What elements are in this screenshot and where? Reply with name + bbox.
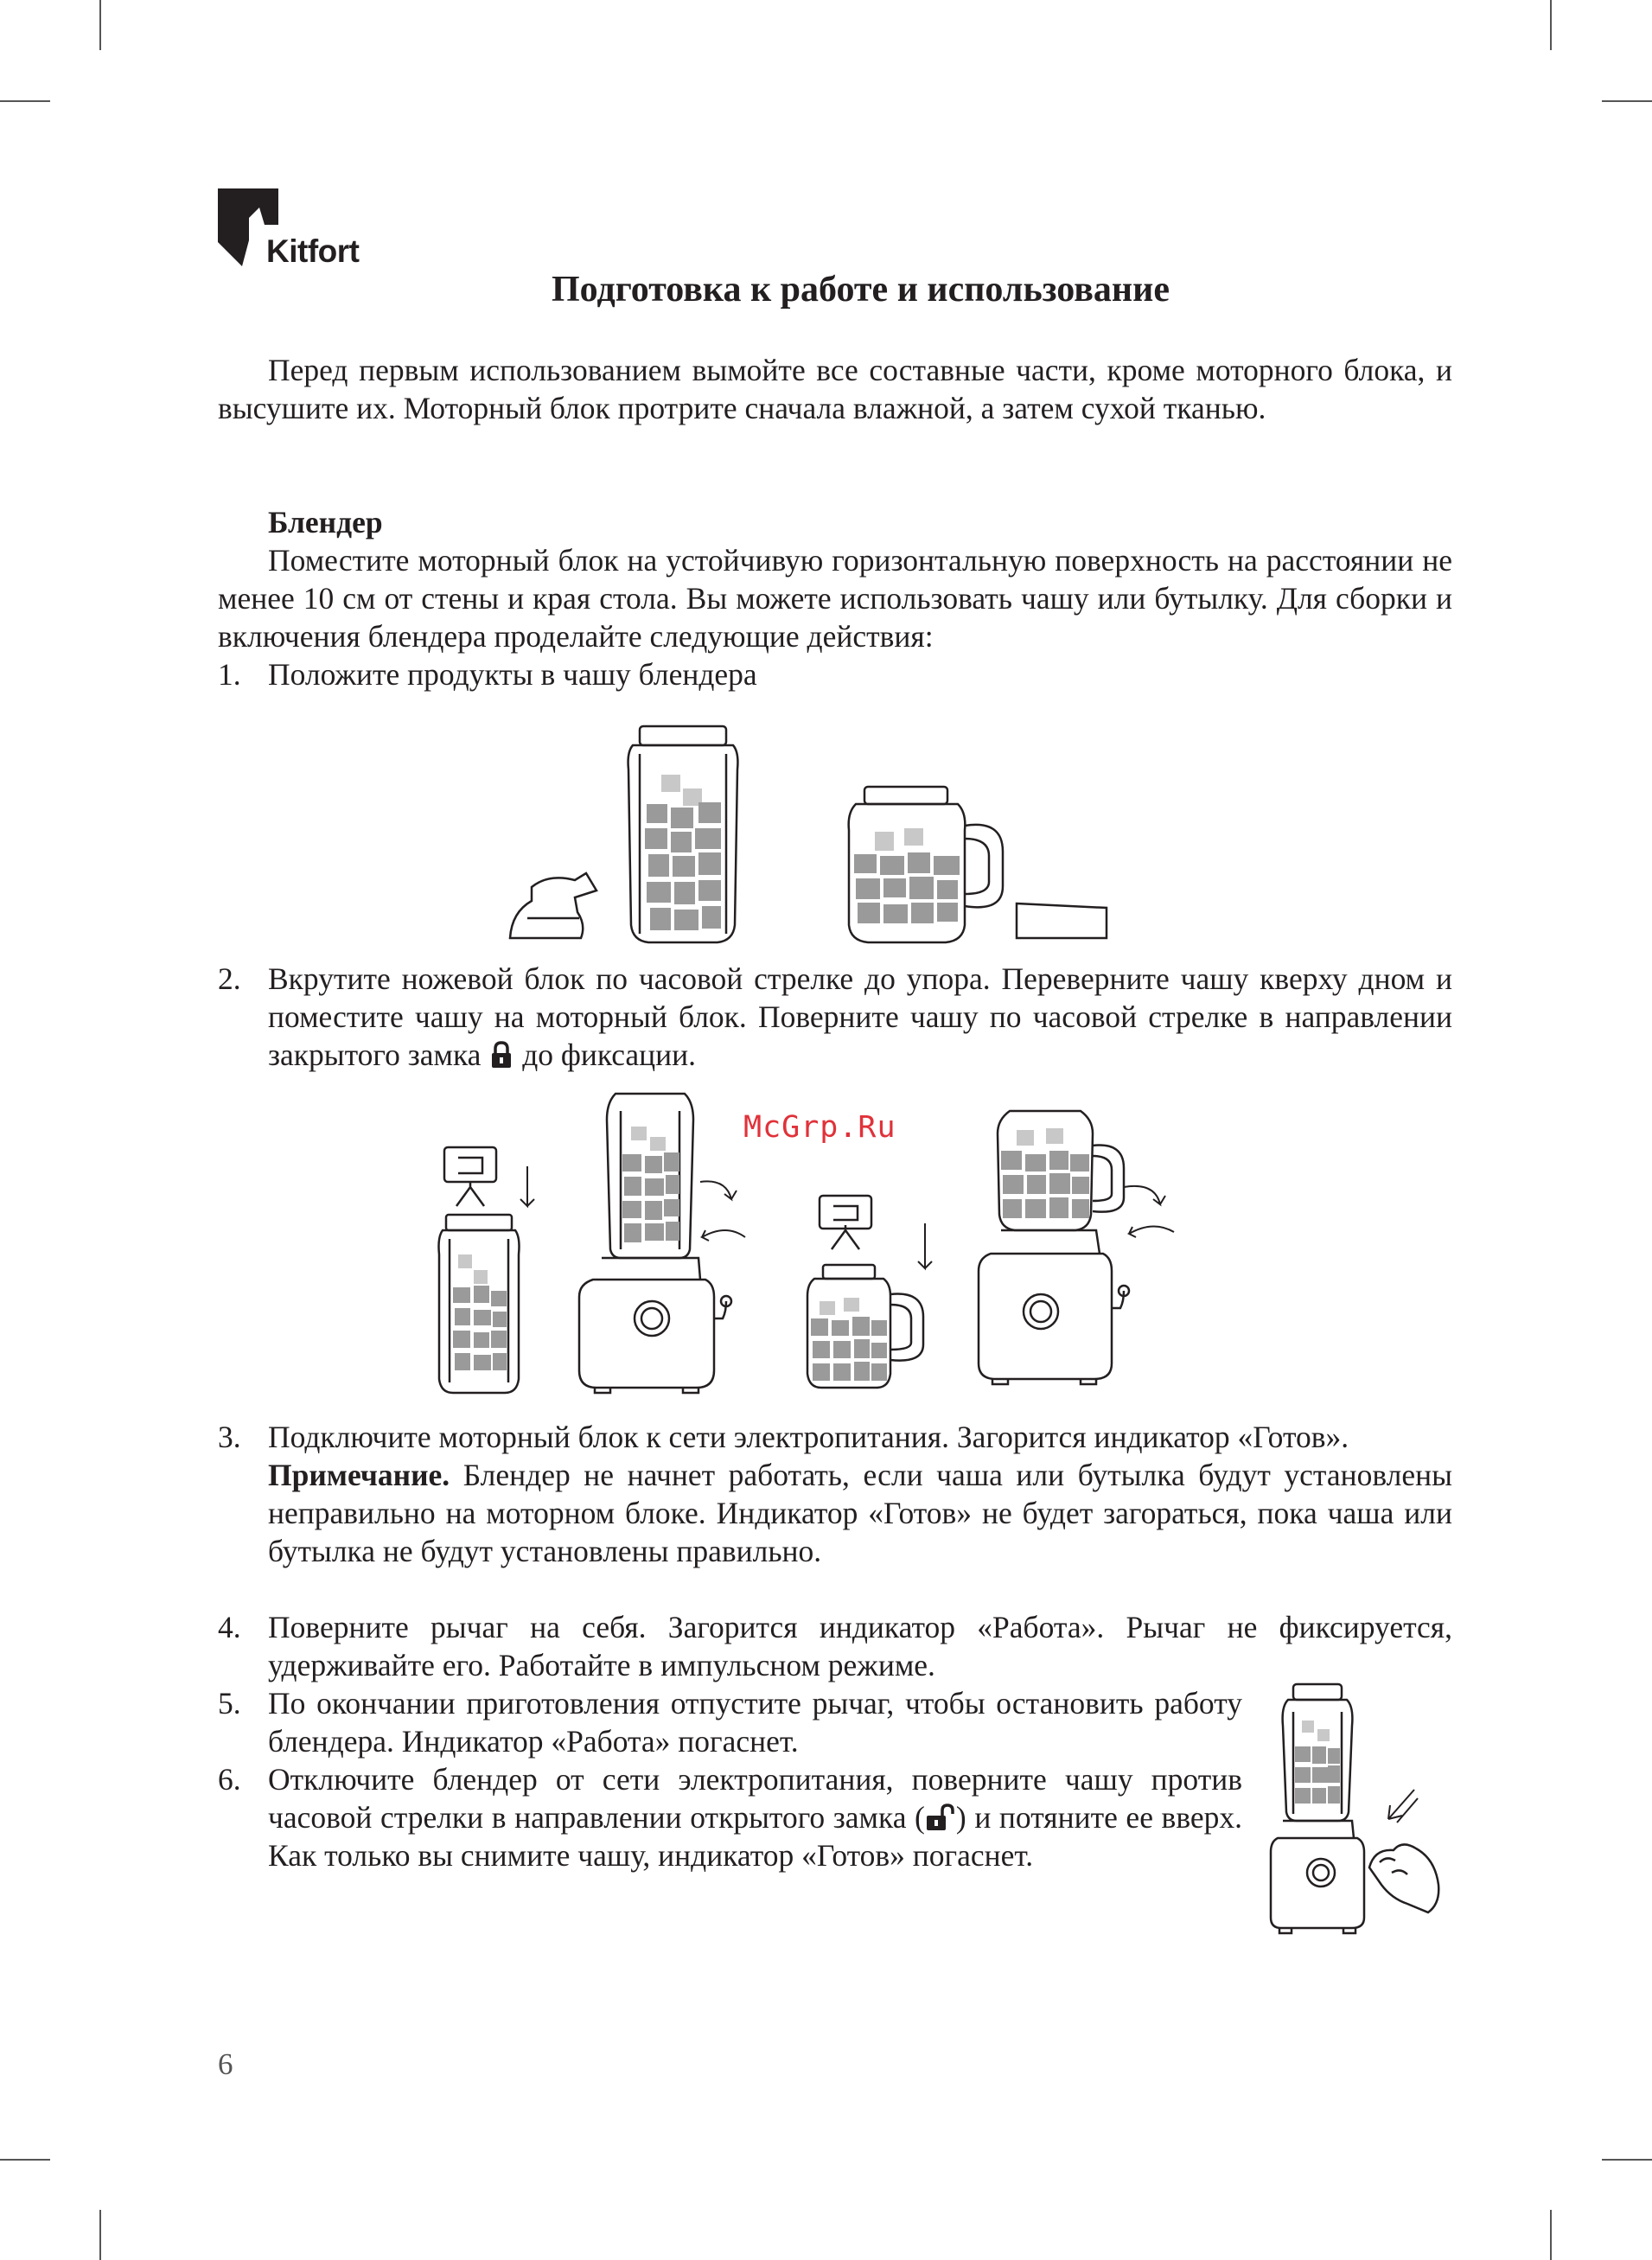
watermark: McGrp.Ru: [743, 1110, 896, 1145]
section-title: Блендер: [268, 505, 383, 539]
open-lock-icon: [925, 1804, 956, 1831]
crop-mark: [1550, 0, 1552, 50]
blade-insert-mug-icon: [807, 1196, 932, 1388]
note-text: Блендер не начнет работать, если чаша или бутылка будут установлены неправильно на моторном блоке. Индикатор «Готов» не будет загораться, пока чаша или бутылка не будут установлены правильно.: [268, 1458, 1452, 1568]
blade-unit-icon: [510, 873, 596, 938]
crop-mark: [1602, 2159, 1652, 2161]
section-intro: Поместите моторный блок на устойчивую горизонтальную поверхность на расстоянии не менее 10 см от стены и края стола. Вы можете использовать чашу или бутылку. Для сборки и включения блендера проделайте следующие действия:: [218, 543, 1452, 654]
blade-insert-bottle-icon: [439, 1147, 535, 1393]
step-number: 6.: [218, 1762, 241, 1797]
bottle-icon: [628, 726, 738, 942]
step-text: По окончании приготовления отпустите рычаг, чтобы остановить работу блендера. Индикатор «Работа» погаснет.: [268, 1686, 1242, 1759]
crop-mark: [99, 2210, 101, 2260]
step-number: 5.: [218, 1686, 241, 1721]
step-text: Положите продукты в чашу блендера: [268, 657, 757, 692]
blender-with-bottle-icon: [579, 1094, 745, 1393]
step-text: Вкрутите ножевой блок по часовой стрелке до упора. Переверните чашу кверху дном и поместите чашу на моторный блок. Поверните чашу по часовой стрелке в направлении закрытого замка: [268, 961, 1452, 1072]
step-text: Подключите моторный блок к сети электропитания. Загорится индикатор «Готов».: [268, 1420, 1349, 1454]
step-number: 1.: [218, 657, 241, 692]
crop-mark: [1602, 100, 1652, 102]
intro-paragraph: Перед первым использованием вымойте все составные части, кроме моторного блока, и высушите их. Моторный блок протрите сначала влажной, а затем сухой тканью.: [218, 353, 1452, 425]
figure-1-illustration: [501, 718, 1124, 951]
page-number: 6: [218, 2047, 233, 2081]
step-text-after: ) и потяните ее вверх. Как только вы снимите чашу, индикатор «Готов» погаснет.: [268, 1800, 1242, 1873]
figure-3-illustration: [1262, 1677, 1461, 1937]
lid-icon: [1017, 903, 1107, 938]
step-text-after: до фиксации.: [522, 1037, 697, 1072]
page-title: Подготовка к работе и использование: [552, 270, 1170, 310]
crop-mark: [0, 100, 50, 102]
mug-cup-icon: [849, 787, 1003, 942]
step-1: [218, 655, 1452, 693]
step-4: [218, 1608, 1452, 1684]
step-number: 4.: [218, 1610, 241, 1644]
crop-mark: [0, 2159, 50, 2161]
crop-mark: [1550, 2210, 1552, 2260]
step-2: [218, 960, 1452, 1074]
closed-lock-icon: [488, 1041, 514, 1069]
step-number: 2.: [218, 961, 241, 996]
step-6: [218, 1760, 1242, 1912]
brand-name: Kitfort: [266, 233, 360, 269]
note-label: Примечание.: [268, 1458, 450, 1492]
step-5: [218, 1684, 1242, 1760]
step-3: [218, 1418, 1452, 1608]
step-text: Отключите блендер от сети электропитания, поверните чашу против часовой стрелки в направлении открытого замка (: [268, 1762, 1242, 1835]
blender-with-mug-icon: [979, 1111, 1174, 1384]
crop-mark: [99, 0, 101, 50]
step-number: 3.: [218, 1420, 241, 1454]
step-text: Поверните рычаг на себя. Загорится индикатор «Работа». Рычаг не фиксируется, удерживайте его. Работайте в импульсном режиме.: [268, 1610, 1452, 1682]
